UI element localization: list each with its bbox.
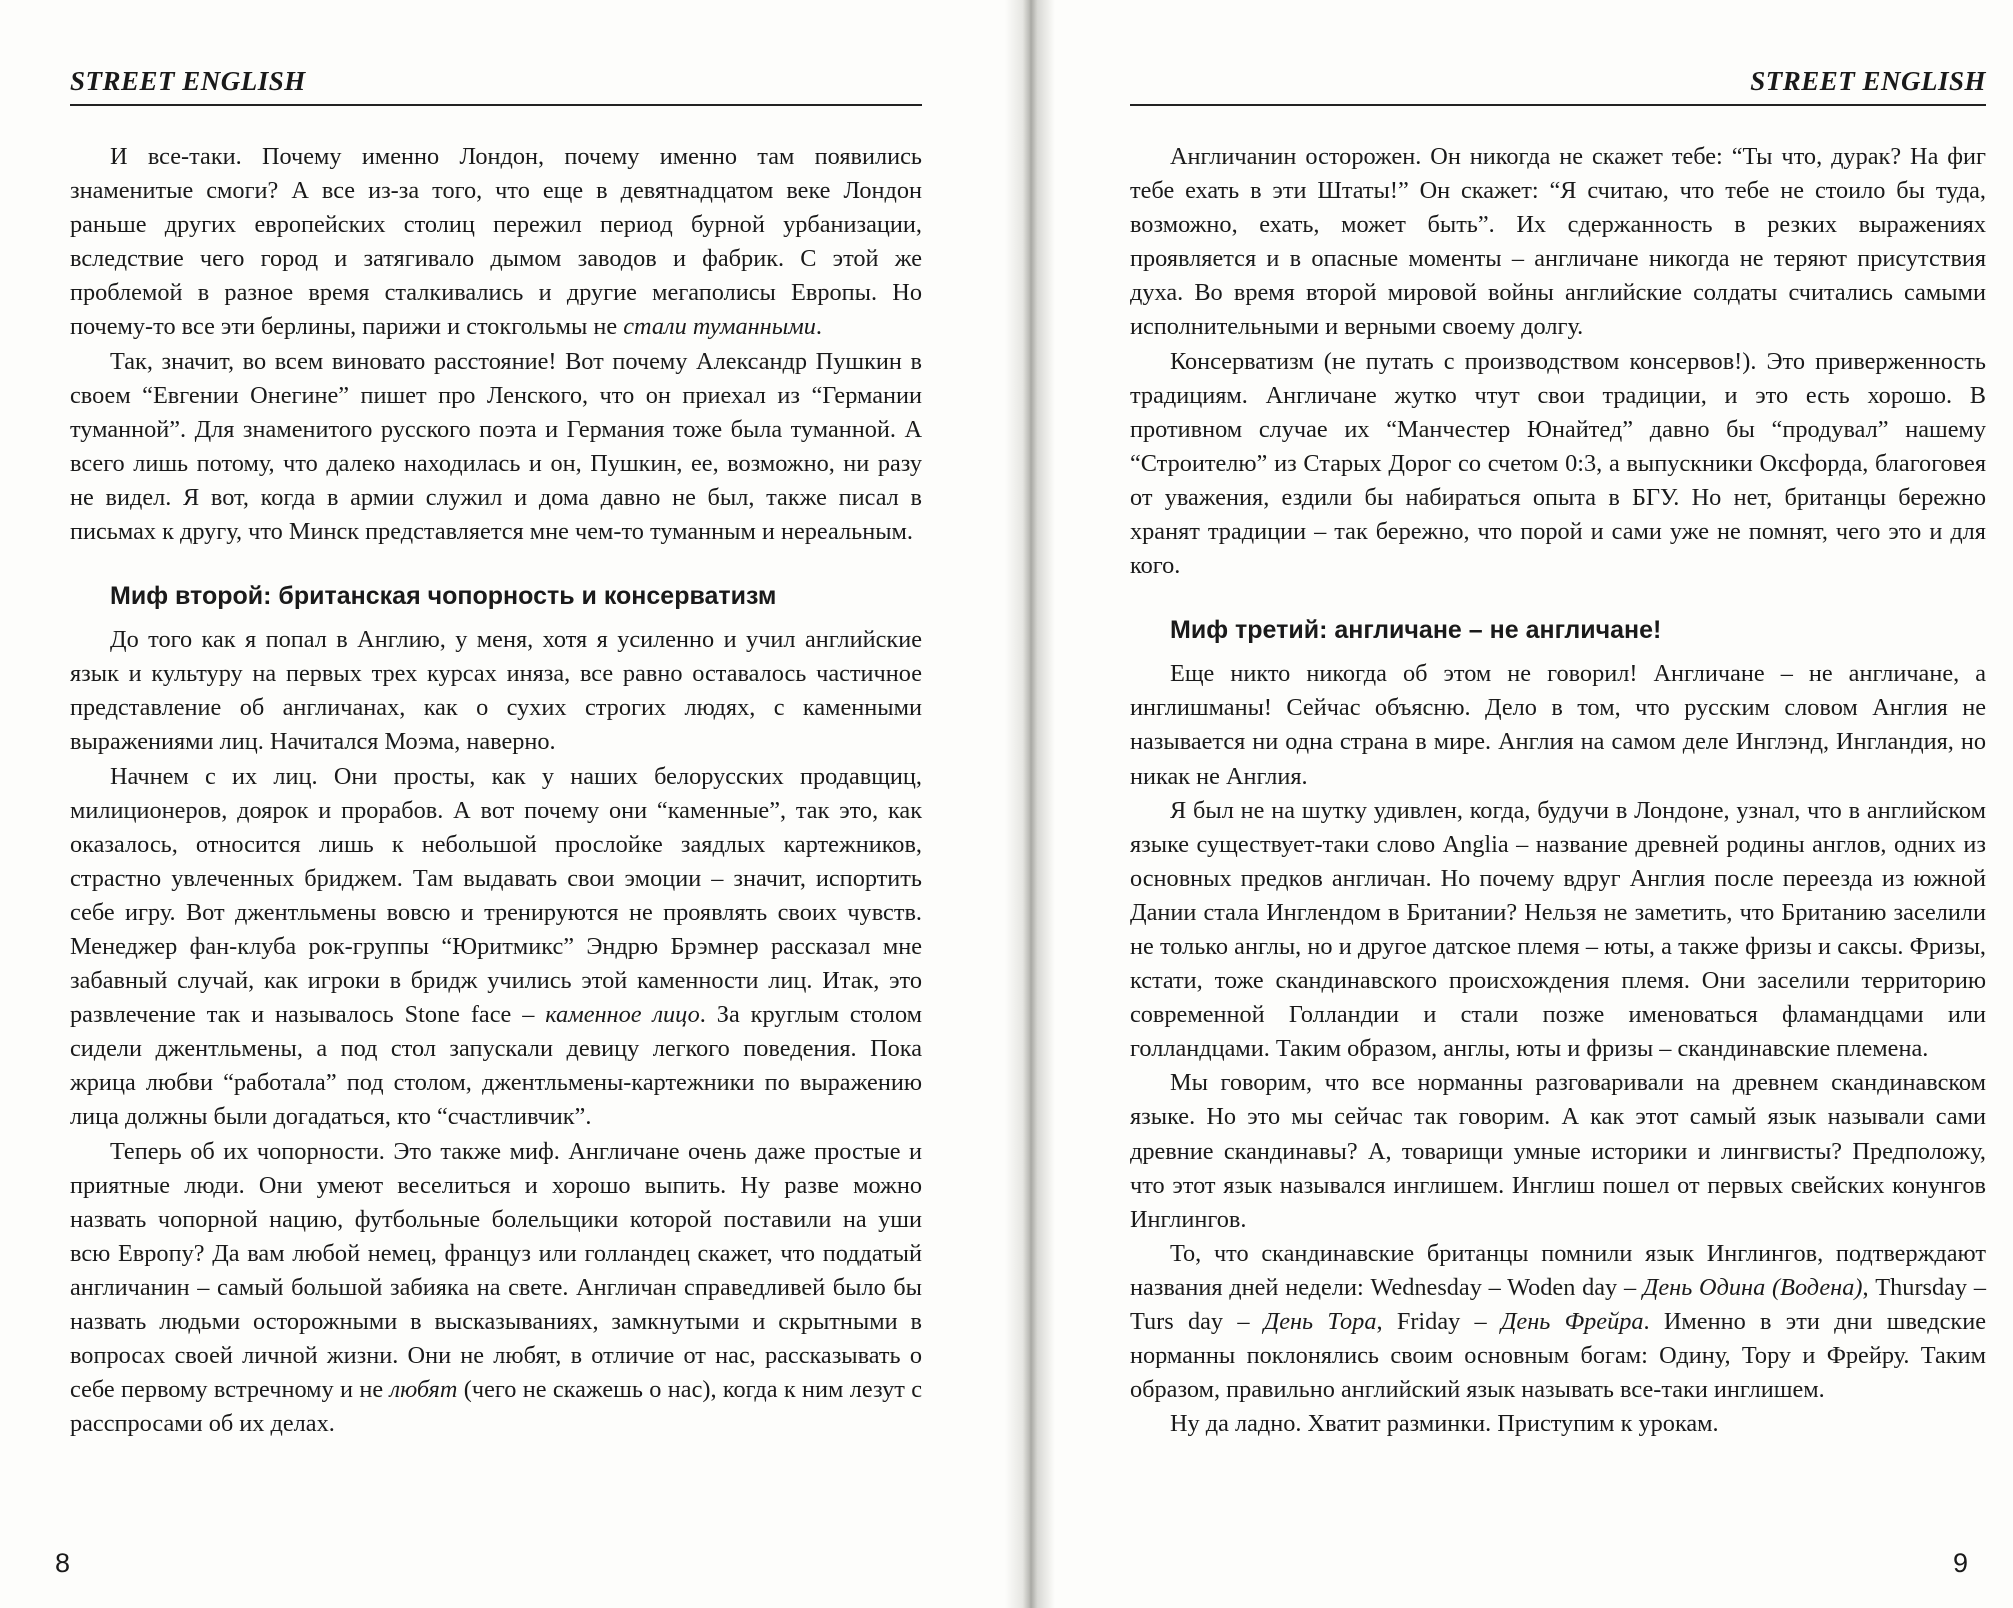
emphasis: День Фрейра <box>1500 1308 1644 1335</box>
paragraph: Англичанин осторожен. Он никогда не скажет тебе: “Ты что, дурак? На фиг тебе ехать в эти Штаты!” Он скажет: “Я считаю, что тебе не стоило бы туда, возможно, ехать, может быть”. Их сдержанность в резких выражениях проявляется и в опасные моменты – англичане никогда не теряют присутствия духа. Во время второй мировой войны английские солдаты считались самыми исполнительными и верными своему долгу. <box>1130 143 1986 341</box>
paragraph: Начнем с их лиц. Они просты, как у наших белорусских продавщиц, милиционеров, доярок и прорабов. А вот почему они “каменные”, так это, как оказалось, относится лишь к небольшой прослойке заядлых картежников, страстно увлеченных бриджем. Там выдавать свои эмоции – значит, испортить себе игру. Вот джентльмены вовсю и тренируются не проявлять своих чувств. Менеджер фан-клуба рок-группы “Юритмикс” Эндрю Брэмнер рассказал мне забавный случай, как игроки в бридж учились этой каменности лиц. Итак, это развлечение так и называлось Stone face – каменное лицо. За круглым столом сидели джентльмены, а под стол запускали девицу легкого поведения. Пока жрица любви “работала” под столом, джентльмены-картежники по выражению лица должны были догадаться, кто “счастливчик”. <box>70 762 923 1131</box>
paragraph: Ну да ладно. Хватит разминки. Приступим к урокам. <box>1170 1410 1719 1438</box>
page-body <box>1130 140 1986 1441</box>
paragraph: То, что скандинавские британцы помнили язык Инглингов, подтверждают названия дней недели: Wednesday – Woden day – День Одина (Водена), Thursday – Turs day – День Тора, Friday – День Фрейра. Именно в эти дни шведские норманны поклонялись своим основным богам: Одину, Тору и Фрейру. Таким образом, правильно английский язык называть все-таки инглишем. <box>1130 1239 1986 1404</box>
emphasis: стали туманными <box>623 313 816 341</box>
right-page <box>1040 0 2013 1608</box>
section-heading: Миф второй: британская чопорность и консерватизм <box>110 582 777 611</box>
paragraph: Консерватизм (не путать с производством консервов!). Это приверженность традициям. Англичане жутко чтут свои традиции, и это есть хорошо. В противном случае их “Манчестер Юнайтед” давно бы “продувал” нашему “Строителю” из Старых Дорог со счетом 0:3, а выпускники Оксфорда, благоговея от уважения, ездили бы набираться опыта в БГУ. Но нет, британцы бережно хранят традиции – так бережно, что порой и сами уже не помнят, чего это и для кого. <box>1130 347 1986 580</box>
page-number: 9 <box>1953 1548 1969 1578</box>
paragraph: Теперь об их чопорности. Это также миф. Англичане очень даже простые и приятные люди. Они умеют веселиться и хорошо выпить. Ну разве можно назвать чопорной нацию, футбольные болельщики которой поставили на уши всю Европу? Да вам любой немец, француз или голландец скажет, что поддатый англичанин – самый большой забияка на свете. Англичан справедливей было бы назвать людьми осторожными в высказываниях, замкнутыми и скрытными в вопросах своей личной жизни. Они не любят, в отличие от нас, рассказывать о себе первому встречному и не любят (чего не скажешь о нас), когда к ним лезут с расспросами об их делах. <box>70 1137 922 1438</box>
paragraph: Еще никто никогда об этом не говорил! Англичане – не англичане, а инглишманы! Сейчас объясню. Дело в том, что русским словом Англия не называется ни одна страна в мире. Англия на самом деле Инглэнд, Ингландия, но никак не Англия. <box>1130 660 1986 790</box>
paragraph: Мы говорим, что все норманны разговаривали на древнем скандинавском языке. Но это мы сейчас так говорим. А как этот самый язык называли сами древние скандинавы? А, товарищи умные историки и лингвисты? Предположу, что этот язык назывался инглишем. Инглиш пошел от первых свейских конунгов Инглингов. <box>1130 1069 1986 1233</box>
running-head: STREET ENGLISH <box>70 66 922 106</box>
paragraph: До того как я попал в Англию, у меня, хотя я усиленно и учил английские язык и культуру на первых трех курсах иняза, все равно оставалось частичное представление об англичанах, как о сухих строгих людях, с каменными выражениями лиц. Начитался Моэма, наверно. <box>70 626 922 756</box>
emphasis: каменное лицо <box>545 1001 700 1029</box>
page-body <box>70 140 922 1441</box>
section-heading: Миф третий: англичане – не англичане! <box>1170 616 1662 645</box>
emphasis: любят <box>389 1376 458 1404</box>
running-head: STREET ENGLISH <box>1130 66 1986 106</box>
emphasis: День Тора <box>1263 1308 1377 1335</box>
paragraph: И все-таки. Почему именно Лондон, почему именно там появились знаменитые смоги? А все из-за того, что еще в девятнадцатом веке Лондон раньше других европейских столиц пережил период бурной урбанизации, вследствие чего город и затягивало дымом заводов и фабрик. С этой же проблемой в разное время сталкивались и другие мегаполисы Европы. Но почему-то все эти берлины, парижи и стокгольмы не стали туманными. <box>70 143 922 341</box>
page-number: 8 <box>55 1548 71 1578</box>
emphasis: День Одина (Водена) <box>1642 1273 1863 1301</box>
paragraph: Так, значит, во всем виновато расстояние! Вот почему Александр Пушкин в своем “Евгении Онегине” пишет про Ленского, что он приехал из “Германии туманной”. Для знаменитого русского поэта и Германия тоже была туманной. А всего лишь потому, что далеко находилась и он, Пушкин, ее, возможно, ни разу не видел. Я вот, когда в армии служил и дома давно не был, также писал в письмах к другу, что Минск представляется мне чем-то туманным и нереальным. <box>70 347 922 546</box>
paragraph: Я был не на шутку удивлен, когда, будучи в Лондоне, узнал, что в английском языке существует-таки слово Anglia – название древней родины англов, одних из основных предков англичан. Но почему вдруг Англия после переезда из южной Дании стала Инглендом в Британии? Нельзя не заметить, что Британию заселили не только англы, но и другое датское племя – юты, а также фризы и саксы. Фризы, кстати, тоже скандинавского происхождения племя. Они заселили территорию современной Голландии и стали позже именоваться фламандцами или голландцами. Таким образом, англы, юты и фризы – скандинавские племена. <box>1130 796 1986 1063</box>
